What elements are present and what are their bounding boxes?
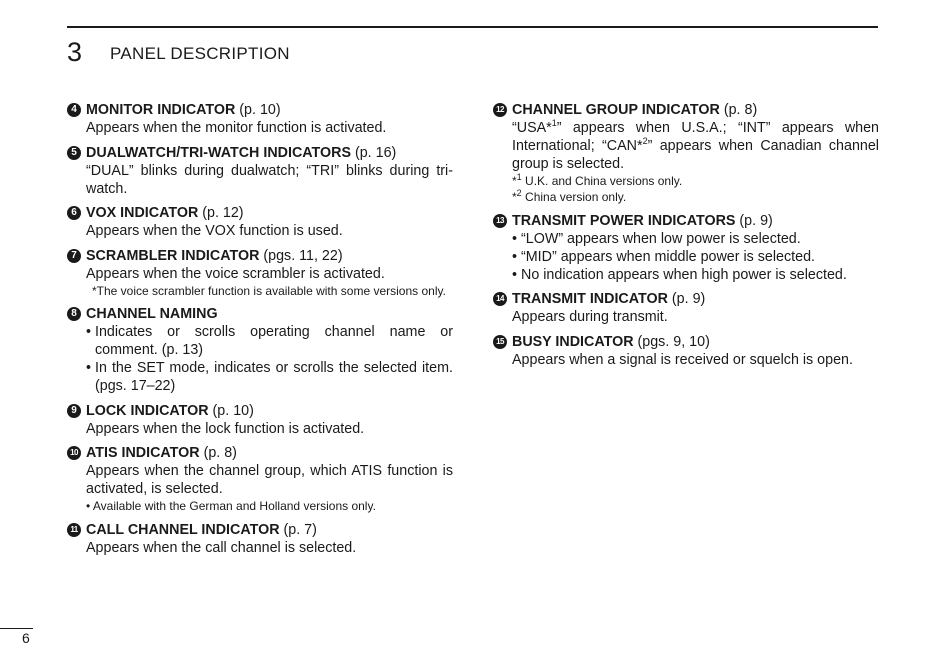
bullet-item: • In the SET mode, indicates or scrolls the selected item. (pgs. 17–22) — [67, 359, 453, 395]
item-title: TRANSMIT INDICATOR — [512, 291, 668, 307]
page-ref: (p. 10) — [235, 102, 281, 118]
item-number-badge: 9 — [67, 404, 81, 418]
page-ref: (p. 7) — [279, 521, 317, 538]
item-title: VOX INDICATOR — [86, 205, 199, 221]
page-ref: (p. 10) — [208, 402, 254, 419]
item-description: Appears when the channel group, which ATIS function is activated, is selected. — [86, 463, 453, 497]
item-vox-indicator — [67, 204, 453, 240]
item-title: BUSY INDICATOR — [512, 333, 634, 350]
item-note: • Available with the German and Holland versions only. — [86, 499, 376, 513]
item-channel-group-indicator — [493, 101, 879, 205]
item-title: ATIS INDICATOR — [86, 445, 200, 461]
left-column — [67, 101, 453, 563]
page-ref: (p. 9) — [735, 212, 773, 229]
item-title: MONITOR INDICATOR — [86, 102, 236, 118]
bullet-item: • “LOW” appears when low power is selected. — [493, 230, 879, 248]
item-lock-indicator — [67, 402, 453, 438]
footnote: *$^1$ U.K. and China versions only. — [512, 172, 683, 188]
item-number-badge: 12 — [493, 103, 507, 117]
item-title: LOCK INDICATOR — [86, 402, 209, 419]
item-title: DUALWATCH/TRI-WATCH INDICATORS — [86, 144, 351, 161]
item-title: CALL CHANNEL INDICATOR — [86, 521, 280, 538]
item-number-badge: 8 — [67, 307, 81, 321]
item-description: Appears when the lock function is activated. — [86, 420, 365, 437]
page-ref: (p. 16) — [351, 144, 397, 161]
page-ref: (p. 8) — [719, 102, 758, 118]
item-title: TRANSMIT POWER INDICATORS — [512, 212, 736, 229]
item-transmit-indicator — [493, 290, 879, 326]
item-description: “DUAL” blinks during dualwatch; “TRI” blinks during tri-watch. — [86, 162, 453, 197]
page-ref: (p. 12) — [198, 205, 244, 221]
item-description: Appears when the voice scrambler is activated. — [86, 265, 385, 282]
item-description: Appears when a signal is received or squelch is open. — [512, 351, 853, 368]
item-number-badge: 14 — [493, 292, 507, 306]
item-description: Appears during transmit. — [512, 309, 668, 325]
page-ref: (p. 9) — [667, 291, 706, 307]
item-description: Appears when the call channel is selected. — [86, 539, 357, 556]
item-title: CHANNEL NAMING — [86, 306, 218, 322]
bullet-item: • No indication appears when high power is selected. — [493, 266, 879, 284]
item-call-channel-indicator — [67, 521, 453, 557]
item-title: CHANNEL GROUP INDICATOR — [512, 102, 720, 118]
item-description: “USA*$^1$” appears when U.S.A.; “INT” appears when International; “CAN*$^2$” appears when Canadian channel group is selected. — [512, 118, 879, 172]
page-number: 6 — [22, 630, 30, 646]
item-number-badge: 6 — [67, 206, 81, 220]
item-scrambler-indicator — [67, 247, 453, 299]
page-ref: (p. 8) — [199, 445, 237, 461]
chapter-title: PANEL DESCRIPTION — [110, 44, 290, 63]
chapter-number: 3 — [67, 37, 83, 67]
item-description: Appears when the VOX function is used. — [86, 223, 343, 239]
item-number-badge: 15 — [493, 335, 507, 349]
item-number-badge: 5 — [67, 146, 81, 160]
page-ref: (pgs. 9, 10) — [633, 333, 710, 350]
item-number-badge: 7 — [67, 249, 81, 263]
item-transmit-power-indicators — [493, 212, 879, 284]
item-title: SCRAMBLER INDICATOR — [86, 247, 260, 264]
item-monitor-indicator — [67, 101, 453, 137]
footnote: *$^2$ China version only. — [512, 188, 627, 204]
right-column — [493, 101, 879, 375]
item-description: Appears when the monitor function is activated. — [86, 120, 387, 136]
item-atis-indicator — [67, 444, 453, 514]
item-number-badge: 13 — [493, 214, 507, 228]
item-number-badge: 10 — [67, 446, 81, 460]
item-number-badge: 4 — [67, 103, 81, 117]
item-number-badge: 11 — [67, 523, 81, 537]
item-busy-indicator — [493, 333, 879, 369]
bullet-item: • “MID” appears when middle power is selected. — [493, 248, 879, 266]
item-dualwatch-indicators — [67, 144, 453, 198]
item-note: *The voice scrambler function is available with some versions only. — [92, 283, 446, 298]
page-ref: (pgs. 11, 22) — [259, 247, 343, 264]
bullet-item: • Indicates or scrolls operating channel name or comment. (p. 13) — [67, 323, 453, 359]
header-rule — [67, 26, 878, 28]
item-channel-naming — [67, 305, 453, 395]
